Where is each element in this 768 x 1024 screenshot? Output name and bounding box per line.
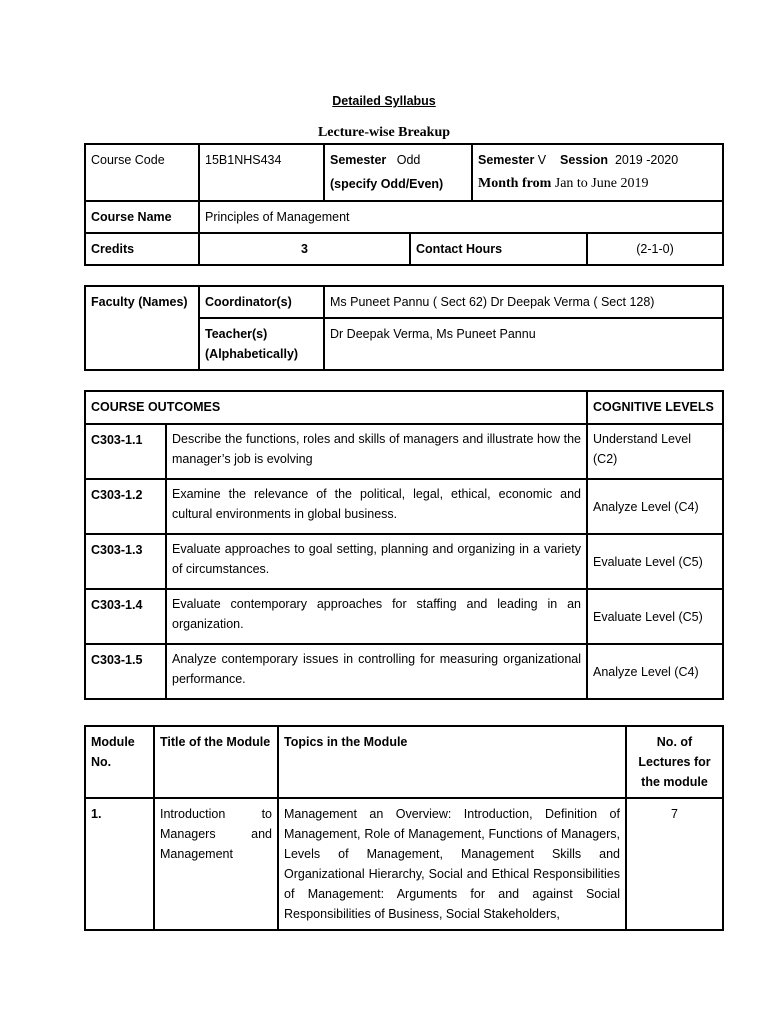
semester-type-cell: [324, 144, 472, 201]
session-value: 2019 -2020: [614, 153, 679, 167]
course-name-value: Principles of Management: [199, 201, 723, 233]
contact-hours-label: Contact Hours: [410, 233, 587, 265]
outcome-code: C303-1.3: [85, 534, 166, 589]
semester-label: Semester: [330, 153, 387, 167]
document-subtitle: Lecture-wise Breakup: [317, 125, 451, 140]
outcome-text: Analyze contemporary issues in controlling for measuring organizational performance.: [166, 644, 587, 699]
coordinator-names: Ms Puneet Pannu ( Sect 62) Dr Deepak Verma ( Sect 128): [324, 286, 723, 318]
outcome-text: Examine the relevance of the political, legal, ethical, economic and cultural environments in global business.: [166, 479, 587, 534]
session-label: Session: [560, 153, 608, 167]
session-cell: [472, 144, 723, 201]
module-topics-header: Topics in the Module: [278, 726, 626, 798]
table-row: [85, 589, 723, 644]
outcome-level: Analyze Level (C4): [587, 644, 723, 699]
table-row: [85, 798, 723, 930]
module-lectures: 7: [626, 798, 723, 930]
faculty-label: Faculty (Names): [85, 286, 199, 370]
outcome-level: Analyze Level (C4): [587, 479, 723, 534]
module-topics: Management an Overview: Introduction, Definition of Management, Role of Management, Functions of Managers, Levels of Management, Management Skills and Organizational Hierarchy, Social and Ethical Responsibilities of Management: Arguments for and against Social Responsibilities of Business, Social Stakeholders,: [278, 798, 626, 930]
specify-note: (specify Odd/Even): [330, 177, 444, 191]
coordinator-label: Coordinator(s): [199, 286, 324, 318]
course-info-table: [84, 143, 724, 266]
module-title-header: Title of the Module: [154, 726, 278, 798]
outcome-code: C303-1.1: [85, 424, 166, 479]
table-row: [85, 534, 723, 589]
semester-num-label: Semester: [478, 153, 535, 167]
month-from-label: Month from: [478, 176, 552, 191]
outcome-code: C303-1.4: [85, 589, 166, 644]
teacher-names: Dr Deepak Verma, Ms Puneet Pannu: [324, 318, 723, 370]
table-row: [85, 644, 723, 699]
outcome-code: C303-1.2: [85, 479, 166, 534]
table-row: [85, 479, 723, 534]
teacher-label-line2: (Alphabetically): [205, 347, 299, 361]
outcome-level: Understand Level (C2): [587, 424, 723, 479]
contact-hours-value: (2-1-0): [587, 233, 723, 265]
module-title: Introduction to Managers and Management: [154, 798, 278, 930]
module-lectures-header: No. of Lectures for the module: [626, 726, 723, 798]
semester-num: V: [537, 153, 547, 167]
outcome-code: C303-1.5: [85, 644, 166, 699]
document-title: Detailed Syllabus: [332, 94, 436, 108]
table-row: [85, 424, 723, 479]
modules-table: [84, 725, 724, 931]
credits-label: Credits: [85, 233, 199, 265]
module-no: 1.: [85, 798, 154, 930]
course-code-value: 15B1NHS434: [199, 144, 324, 201]
outcome-text: Evaluate contemporary approaches for staffing and leading in an organization.: [166, 589, 587, 644]
outcome-text: Describe the functions, roles and skills of managers and illustrate how the manager’s job is evolving: [166, 424, 587, 479]
module-no-header: Module No.: [85, 726, 154, 798]
course-outcomes-table: [84, 390, 724, 700]
outcome-text: Evaluate approaches to goal setting, planning and organizing in a variety of circumstances.: [166, 534, 587, 589]
faculty-table: [84, 285, 724, 371]
cognitive-levels-header: COGNITIVE LEVELS: [587, 391, 723, 424]
month-from-value: Jan to June 2019: [554, 176, 649, 191]
course-name-label: Course Name: [85, 201, 199, 233]
teacher-label-line1: Teacher(s): [205, 327, 268, 341]
outcome-level: Evaluate Level (C5): [587, 589, 723, 644]
teacher-label: [199, 318, 324, 370]
outcomes-header: COURSE OUTCOMES: [85, 391, 587, 424]
credits-value: 3: [199, 233, 410, 265]
semester-type: Odd: [396, 153, 421, 167]
outcome-level: Evaluate Level (C5): [587, 534, 723, 589]
course-code-label: Course Code: [85, 144, 199, 201]
